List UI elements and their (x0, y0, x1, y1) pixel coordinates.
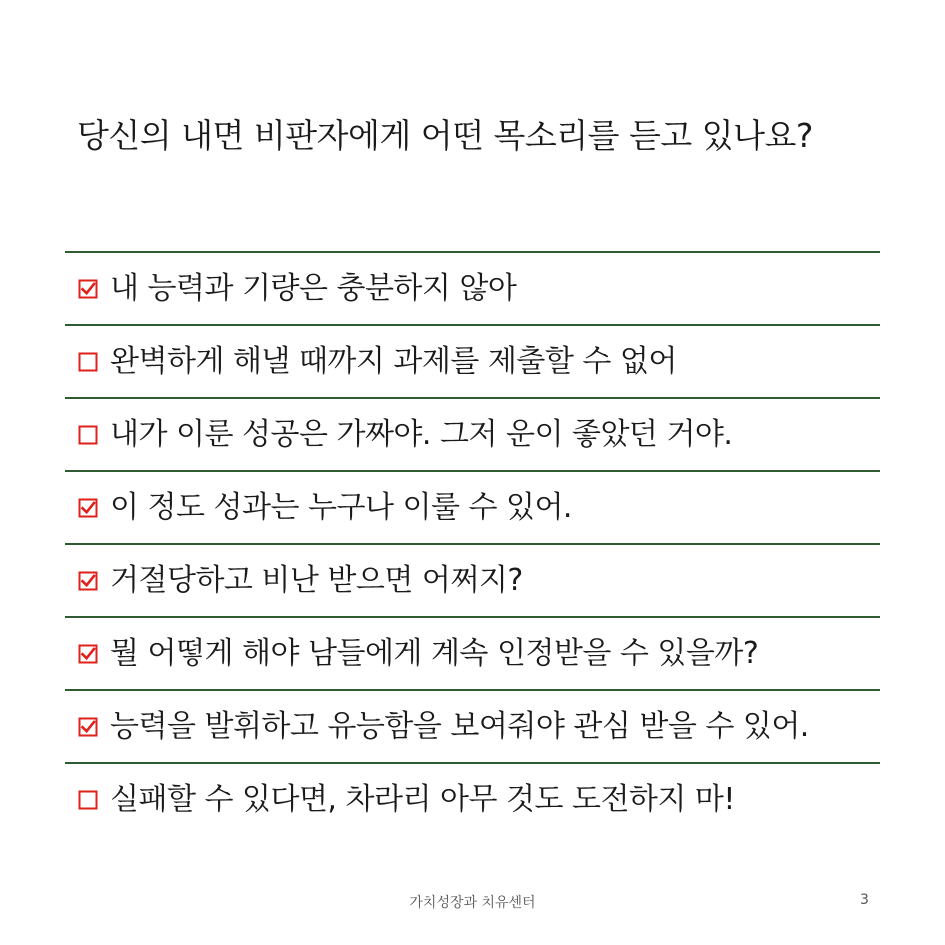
checklist-item (65, 470, 880, 543)
checklist-item-label: 뭘 어떻게 해야 남들에게 계속 인정받을 수 있을까? (110, 635, 759, 671)
checked-checkbox-icon[interactable] (78, 717, 98, 737)
checklist-item (65, 616, 880, 689)
checklist-item (65, 543, 880, 616)
page-number: 3 (860, 892, 869, 908)
checklist-item-label: 거절당하고 비난 받으면 어쩌지? (110, 562, 523, 598)
checklist-item (65, 251, 880, 324)
checklist-item-label: 내가 이룬 성공은 가짜야. 그저 운이 좋았던 거야. (110, 416, 733, 452)
checklist (65, 251, 880, 835)
checked-checkbox-icon[interactable] (78, 498, 98, 518)
checked-checkbox-icon[interactable] (78, 279, 98, 299)
checklist-item-label: 이 정도 성과는 누구나 이룰 수 있어. (110, 489, 572, 525)
checklist-item (65, 762, 880, 835)
empty-checkbox-icon[interactable] (78, 790, 98, 810)
checklist-item-label: 실패할 수 있다면, 차라리 아무 것도 도전하지 마! (110, 781, 735, 817)
page-title: 당신의 내면 비판자에게 어떤 목소리를 듣고 있나요? (77, 116, 813, 155)
checked-checkbox-icon[interactable] (78, 644, 98, 664)
checklist-item-label: 내 능력과 기량은 충분하지 않아 (110, 270, 517, 306)
empty-checkbox-icon[interactable] (78, 352, 98, 372)
checklist-item (65, 689, 880, 762)
empty-checkbox-icon[interactable] (78, 425, 98, 445)
checklist-item (65, 397, 880, 470)
checklist-item-label: 능력을 발휘하고 유능함을 보여줘야 관심 받을 수 있어. (110, 708, 809, 744)
checked-checkbox-icon[interactable] (78, 571, 98, 591)
checklist-item-label: 완벽하게 해낼 때까지 과제를 제출할 수 없어 (110, 343, 677, 379)
checklist-item (65, 324, 880, 397)
footer-organization: 가치성장과 치유센터 (409, 895, 536, 911)
